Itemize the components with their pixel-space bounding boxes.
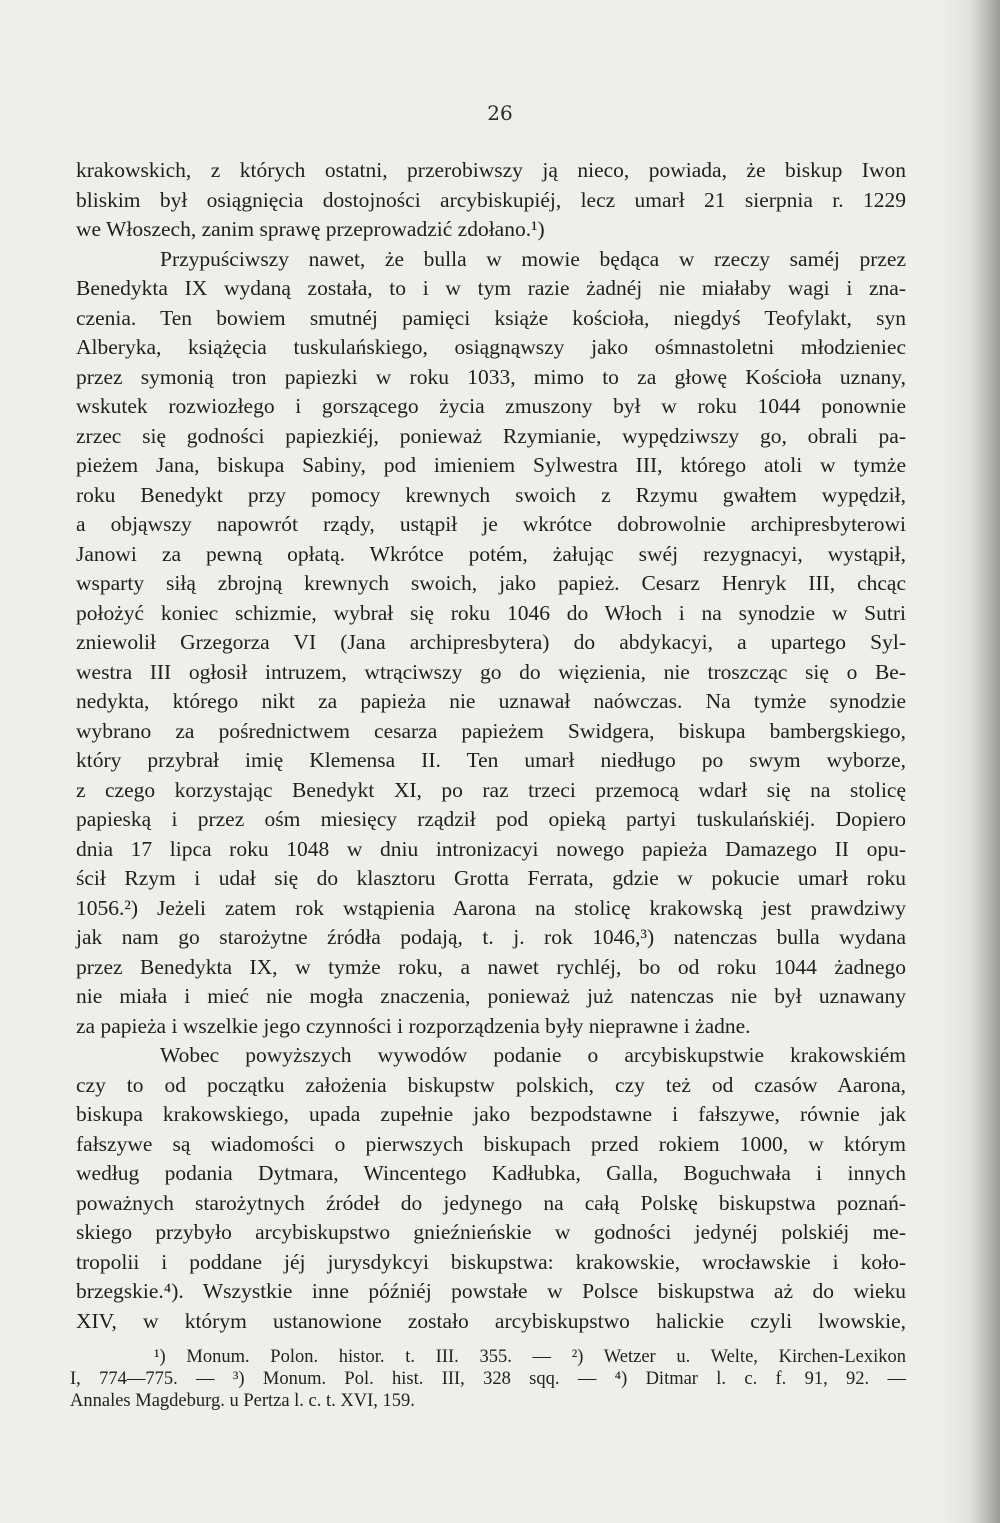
body-text [76,156,906,1336]
text-line: który przybrał imię Klemensa II. Ten umarł niedługo po swym wyborze, [76,748,906,772]
text-line: dnia 17 lipca roku 1048 w dniu intronizacyi nowego papieża Damazego II opu- [76,836,906,861]
text-line: pieżem Jana, biskupa Sabiny, pod imieniem Sylwestra III, którego atoli w tymże [76,453,906,477]
text-line: czenia. Ten bowiem smutnéj pamięci książe kościoła, niegdyś Teofylakt, syn [76,305,906,330]
text-line: przez symonią tron papiezki w roku 1033, mimo to za głowę Kościoła uznany, [76,364,906,389]
text-line: tropolii i poddane jéj jurysdykcyi biskupstwa: krakowskie, wrocławskie i koło- [76,1249,906,1274]
text-line: nie miała i mieć nie mogła znaczenia, ponieważ już natenczas nie był uznawany [76,984,906,1008]
text-line: we Włoszech, zanim sprawę przeprowadzić zdołano.¹) [76,217,545,241]
text-line: 1056.²) Jeżeli zatem rok wstąpienia Aarona na stolicę krakowską jest prawdziwy [76,895,906,920]
text-line: czy to od początku założenia biskupstw polskich, czy też od czasów Aarona, [76,1072,906,1097]
text-line: XIV, w którym ustanowione zostało arcybiskupstwo halickie czyli lwowskie, [76,1308,906,1333]
text-line: poważnych starożytnych źródeł do jedynego na całą Polskę biskupstwa poznań- [76,1190,906,1215]
text-line: fałszywe są wiadomości o pierwszych biskupach przed rokiem 1000, w którym [76,1131,906,1156]
text-line: zrzec się godności papiezkiéj, ponieważ Rzymianie, wypędziwszy go, obrali pa- [76,423,906,448]
page-edge-shadow [940,0,1000,1523]
text-line: wsparty siłą zbrojną krewnych swoich, jako papież. Cesarz Henryk III, chcąc [76,571,906,595]
text-line: przez Benedykta IX, w tymże roku, a nawet rychléj, bo od roku 1044 żadnego [76,954,906,979]
text-line: jak nam go starożytne źródła podają, t. j. rok 1046,³) natenczas bulla wydana [76,925,906,949]
text-line: Janowi za pewną opłatą. Wkrótce potém, żałując swéj rezygnacyi, wystąpił, [76,541,906,566]
text-line: westra III ogłosił intruzem, wtrąciwszy go do więzienia, nie troszcząc się o Be- [76,659,906,684]
text-line: za papieża i wszelkie jego czynności i rozporządzenia były nieprawne i żadne. [76,1013,751,1038]
text-line: biskupa krakowskiego, upada zupełnie jako bezpodstawne i fałszywe, równie jak [76,1102,906,1126]
footnote-line: I, 774—775. — ³) Monum. Pol. hist. III, 328 sqq. — ⁴) Ditmar l. c. f. 91, 92. — [70,1369,906,1389]
text-line: skiego przybyło arcybiskupstwo gnieźnieńskie w godności jedynéj polskiéj me- [76,1220,906,1244]
text-line: bliskim był osiągnięcia dostojności arcybiskupiéj, lecz umarł 21 sierpnia r. 1229 [76,187,906,212]
text-line: nedykta, którego nikt za papieża nie uznawał naówczas. Na tymże synodzie [76,689,906,713]
text-line: Benedykta IX wydaną została, to i w tym razie żadnéj nie miałaby wagi i zna- [76,276,906,300]
text-line: a objąwszy napowrót rządy, ustąpił je wkrótce dobrowolnie archipresbyterowi [76,512,906,536]
footnote-line: Annales Magdeburg. u Pertza l. c. t. XVI, 159. [70,1391,415,1411]
text-line: zniewolił Grzegorza VI (Jana archipresbytera) do abdykacyi, a upartego Syl- [76,630,906,654]
text-line: roku Benedykt przy pomocy krewnych swoich z Rzymu gwałtem wypędził, [76,482,906,507]
text-line: Alberyka, książęcia tuskulańskiego, osiągnąwszy jako ośmnastoletni młodzieniec [76,335,906,359]
text-line: wskutek rozwiozłego i gorszącego życia zmuszony był w roku 1044 ponownie [76,394,906,418]
text-line: położyć koniec schizmie, wybrał się roku 1046 do Włoch i na synodzie w Sutri [76,600,906,625]
text-line: Wobec powyższych wywodów podanie o arcybiskupstwie krakowskiém [160,1043,906,1067]
text-line: wybrano za pośrednictwem cesarza papieżem Swidgera, biskupa bambergskiego, [76,718,906,743]
page-number: 26 [487,101,513,125]
text-line: papieską i przez ośm miesięcy rządził pod opieką partyi tuskulańskiéj. Dopiero [76,807,906,831]
footnote-line: ¹) Monum. Polon. histor. t. III. 355. — ²) Wetzer u. Welte, Kirchen-Lexikon [154,1347,906,1367]
text-line: krakowskich, z których ostatni, przerobiwszy ją nieco, powiada, że biskup Iwon [76,158,906,182]
text-line: według podania Dytmara, Wincentego Kadłubka, Galla, Boguchwała i innych [76,1161,906,1185]
footnotes [70,1346,906,1412]
text-line: ścił Rzym i udał się do klasztoru Grotta Ferrata, gdzie w pokucie umarł roku [76,866,906,890]
text-line: z czego korzystając Benedykt XI, po raz trzeci przemocą wdarł się na stolicę [76,777,906,802]
text-line: brzegskie.⁴). Wszystkie inne późniéj powstałe w Polsce biskupstwa aż do wieku [76,1279,906,1303]
text-line: Przypuściwszy nawet, że bulla w mowie będąca w rzeczy saméj przez [160,246,906,271]
